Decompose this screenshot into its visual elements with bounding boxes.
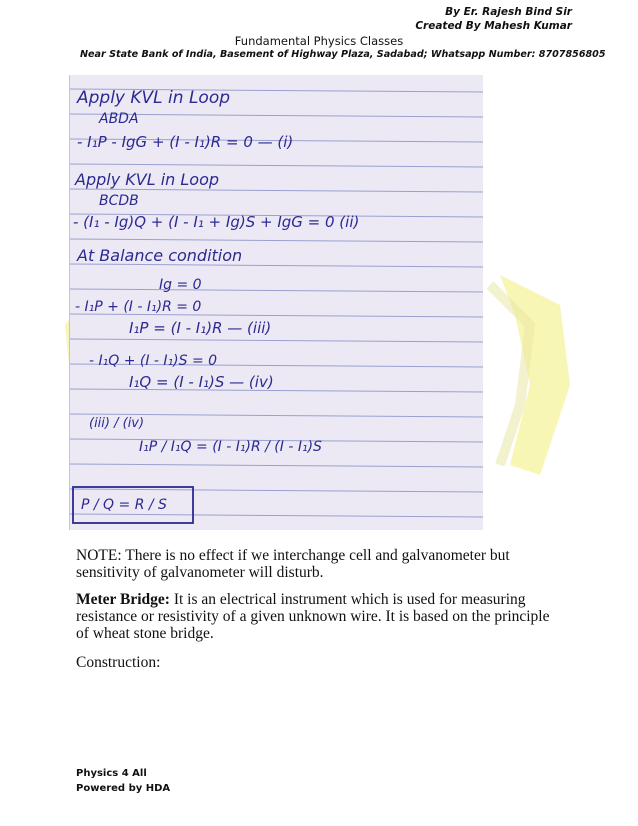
ruled-line	[69, 339, 483, 342]
meter-bridge-definition: It is an electrical instrument which is used for measuring resistance or resistivity of a given unknown wire. It is based on the principle of wheat stone bridge.	[76, 591, 550, 642]
handwritten-line: (iii) / (iv)	[89, 416, 145, 431]
handwritten-line: Apply KVL in Loop	[75, 170, 220, 189]
ruled-line	[69, 464, 483, 467]
meter-bridge-paragraph	[76, 591, 566, 642]
handwritten-line: - I₁P + (I - I₁)R = 0	[75, 299, 202, 315]
handwritten-line: ABDA	[99, 111, 139, 127]
notes-sheet	[69, 75, 483, 530]
ruled-line	[69, 289, 483, 292]
handwritten-line: P / Q = R / S	[81, 497, 167, 513]
creator-credit: Created By Mahesh Kumar	[415, 20, 572, 32]
address-line: Near State Bank of India, Basement of Highway Plaza, Sadabad; Whatsapp Number: 8707856805	[80, 49, 606, 60]
note-paragraph: NOTE: There is no effect if we interchange cell and galvanometer but sensitivity of galvanometer will disturb.	[76, 547, 510, 581]
handwritten-line: - I₁Q + (I - I₁)S = 0	[89, 353, 218, 369]
construction-heading: Construction:	[76, 654, 161, 671]
handwritten-line: - (I₁ - Ig)Q + (I - I₁ + Ig)S + IgG = 0 (ii)	[73, 213, 360, 231]
handwritten-text	[73, 88, 359, 513]
ruled-line	[69, 239, 483, 242]
handwritten-line: - I₁P - IgG + (I - I₁)R = 0 — (i)	[77, 133, 294, 151]
handwritten-line: Ig = 0	[159, 277, 202, 293]
handwritten-line: I₁Q = (I - I₁)S — (iv)	[129, 373, 274, 391]
handwritten-line: I₁P = (I - I₁)R — (iii)	[129, 319, 272, 337]
handwritten-line: BCDB	[99, 193, 139, 209]
ruled-line	[69, 189, 483, 192]
footer-powered-by: Powered by HDA	[76, 783, 171, 794]
page-title: Fundamental Physics Classes	[234, 34, 404, 48]
handwritten-notes-photo	[69, 75, 483, 530]
footer-brand: Physics 4 All	[76, 768, 147, 779]
ruled-line	[69, 489, 483, 492]
handwritten-line: I₁P / I₁Q = (I - I₁)R / (I - I₁)S	[139, 439, 322, 455]
author-credit: By Er. Rajesh Bind Sir	[445, 6, 572, 18]
ruled-line	[69, 164, 483, 167]
handwritten-line: At Balance condition	[77, 246, 243, 265]
meter-bridge-term: Meter Bridge:	[76, 591, 170, 608]
handwritten-line: Apply KVL in Loop	[77, 88, 231, 108]
ruled-line	[69, 514, 483, 517]
